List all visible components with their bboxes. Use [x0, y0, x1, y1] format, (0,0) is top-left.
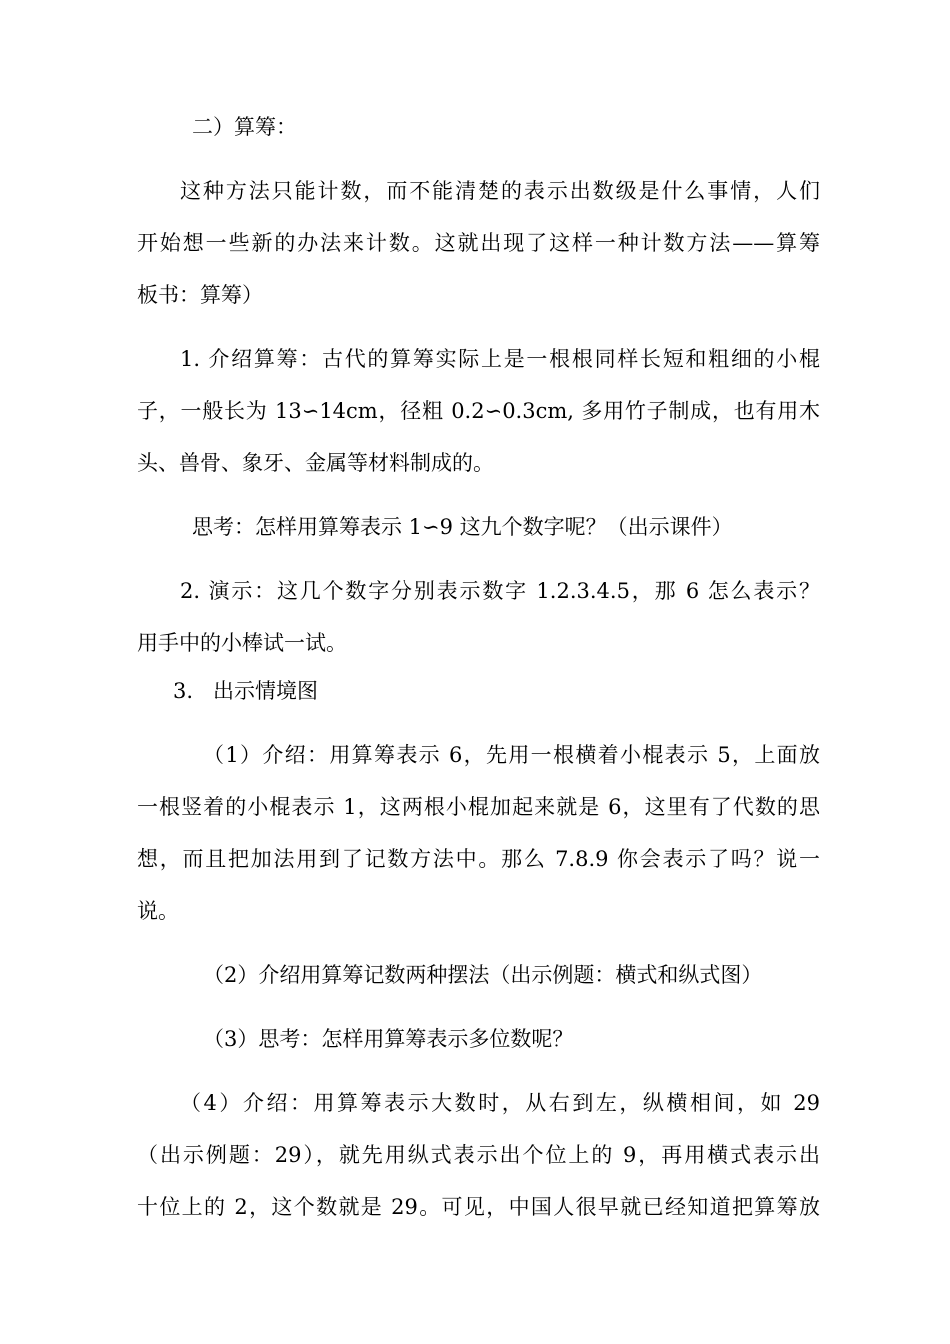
paragraph-line: 思考：怎样用算筹表示 1∽9 这九个数字呢？（出示课件）	[192, 515, 733, 539]
paragraph-line: 用手中的小棒试一试。	[137, 631, 347, 655]
paragraph-line: 十位上的 2，这个数就是 29。可见，中国人很早就已经知道把算筹放	[137, 1195, 820, 1219]
paragraph-line: 子，一般长为 13∽14cm，径粗 0.2∽0.3cm, 多用竹子制成，也有用木	[137, 399, 820, 423]
paragraph-line: 一根竖着的小棍表示 1，这两根小棍加起来就是 6，这里有了代数的思	[137, 795, 820, 819]
paragraph-line: 开始想一些新的办法来计数。这就出现了这样一种计数方法——算筹	[137, 231, 820, 255]
paragraph-line: （3）思考：怎样用算筹表示多位数呢？	[203, 1027, 574, 1051]
paragraph-line: 想，而且把加法用到了记数方法中。那么 7.8.9 你会表示了吗？说一	[137, 847, 820, 871]
paragraph-line: （4）介绍：用算筹表示大数时，从右到左，纵横相间，如 29	[180, 1091, 820, 1115]
paragraph-line: （出示例题：29），就先用纵式表示出个位上的 9，再用横式表示出	[137, 1143, 820, 1167]
paragraph-line: （2）介绍用算筹记数两种摆法（出示例题：横式和纵式图）	[203, 963, 763, 987]
paragraph-line: 说。	[137, 899, 179, 923]
section-heading: 二）算筹：	[192, 115, 297, 139]
paragraph-line: 板书：算筹）	[137, 283, 263, 307]
paragraph-line: 1. 介绍算筹：古代的算筹实际上是一根根同样长短和粗细的小棍	[180, 347, 820, 371]
paragraph-line: 2. 演示：这几个数字分别表示数字 1.2.3.4.5，那 6 怎么表示？	[180, 579, 820, 603]
paragraph-line: （1）介绍：用算筹表示 6，先用一根横着小棍表示 5，上面放	[203, 743, 820, 767]
paragraph-line: 这种方法只能计数，而不能清楚的表示出数级是什么事情，人们	[180, 179, 820, 203]
paragraph-line: 头、兽骨、象牙、金属等材料制成的。	[137, 451, 494, 475]
paragraph-line: 3. 出示情境图	[173, 679, 319, 703]
